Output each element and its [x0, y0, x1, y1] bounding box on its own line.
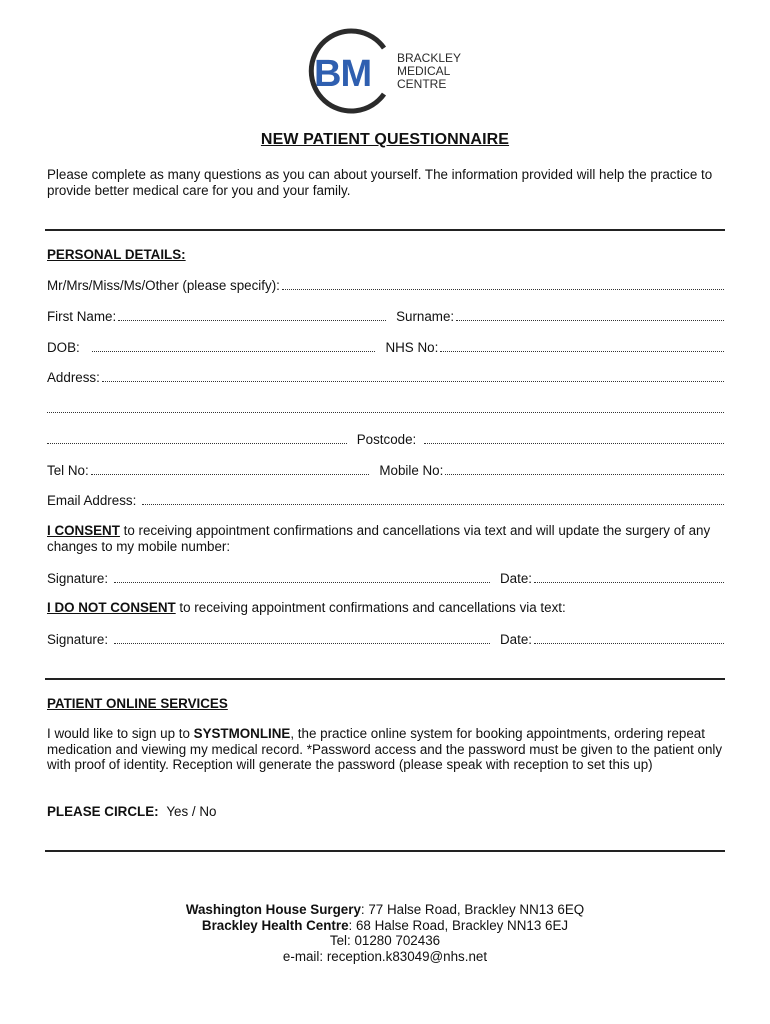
email-field[interactable]: [142, 503, 724, 505]
dob-row: [47, 339, 724, 355]
title-row: [47, 277, 724, 293]
no-consent-signature-label: Signature:: [47, 632, 109, 647]
phone-row: [47, 462, 724, 478]
no-consent-body: to receiving appointment confirmations and cancellations via text:: [175, 600, 566, 615]
divider: [45, 850, 725, 852]
footer: [0, 902, 770, 964]
consent-signature-label: Signature:: [47, 571, 109, 586]
footer-email[interactable]: e-mail: reception.k83049@nhs.net: [282, 948, 488, 964]
please-circle-label: PLEASE CIRCLE:: [47, 804, 159, 819]
footer-surgery-2: [0, 918, 770, 934]
logo-initials: BM: [314, 53, 372, 95]
consent-signature-field[interactable]: [114, 581, 490, 583]
yes-no-options[interactable]: Yes / No: [166, 804, 217, 819]
logo-line2: MEDICAL: [397, 64, 451, 78]
please-circle-row: [47, 804, 727, 820]
footer-tel: Tel: 01280 702436: [329, 933, 441, 949]
surname-field[interactable]: [456, 319, 724, 321]
brackley-medical-centre-logo: [300, 28, 490, 114]
address-field-line3[interactable]: [47, 442, 347, 444]
tel-no-label: Tel No:: [47, 463, 89, 478]
mobile-no-label: Mobile No:: [379, 463, 444, 478]
title-field[interactable]: [282, 288, 724, 290]
address-row: [47, 369, 724, 385]
nhs-no-label: NHS No:: [385, 340, 439, 355]
logo-line3: CENTRE: [397, 77, 447, 91]
tel-no-field[interactable]: [91, 473, 370, 475]
surgery-1-address: : 77 Halse Road, Brackley NN13 6EQ: [360, 902, 585, 917]
dob-label: DOB:: [47, 340, 80, 355]
no-consent-date-label: Date:: [499, 632, 532, 647]
consent-bold: I CONSENT: [47, 523, 120, 538]
surgery-2-address: : 68 Halse Road, Brackley NN13 6EJ: [348, 917, 569, 933]
intro-text: Please complete as many questions as you can about yourself. The information provided will help the practice to provide better medical care for you and your family.: [47, 167, 713, 198]
dob-field[interactable]: [92, 350, 376, 352]
first-name-field[interactable]: [118, 319, 386, 321]
no-consent-signature-row: [47, 631, 724, 647]
surname-label: Surname:: [396, 309, 455, 324]
nhs-no-field[interactable]: [440, 350, 724, 352]
surgery-1-name: Washington House Surgery: [185, 902, 361, 917]
consent-signature-row: [47, 570, 724, 586]
divider: [45, 678, 725, 680]
address-field-line1[interactable]: [102, 380, 724, 382]
no-consent-text: [47, 600, 727, 616]
no-consent-signature-field[interactable]: [114, 642, 490, 644]
name-row: [47, 308, 724, 324]
consent-text: [47, 523, 727, 554]
no-consent-bold: I DO NOT CONSENT: [47, 600, 176, 615]
consent-body: to receiving appointment confirmations and cancellations via text and will update the surgery of any changes to my mobile number:: [47, 523, 711, 554]
postcode-label: Postcode:: [356, 432, 417, 447]
title-label: Mr/Mrs/Miss/Ms/Other (please specify):: [47, 278, 280, 293]
online-text-pre: I would like to sign up to: [47, 726, 194, 741]
logo-line1: BRACKLEY: [397, 51, 462, 65]
mobile-no-field[interactable]: [445, 473, 724, 475]
address-field-line2[interactable]: [47, 411, 724, 413]
postcode-field[interactable]: [424, 442, 724, 444]
no-consent-date-field[interactable]: [534, 642, 724, 644]
email-row: [47, 492, 724, 508]
postcode-row: [47, 431, 724, 447]
first-name-label: First Name:: [47, 309, 117, 324]
personal-details-heading: PERSONAL DETAILS:: [47, 247, 186, 262]
address-label: Address:: [47, 370, 100, 385]
online-services-heading: PATIENT ONLINE SERVICES: [47, 696, 228, 711]
consent-date-field[interactable]: [534, 581, 724, 583]
systmonline-label: SYSTMONLINE: [193, 726, 291, 741]
page-title: NEW PATIENT QUESTIONNAIRE: [260, 131, 510, 148]
address-row-2: [47, 400, 724, 416]
divider: [45, 229, 725, 231]
online-text-post: , the practice online system for booking appointments, ordering repeat medication and viewing my medical record. *Password access and the password must be given to the patient only with proof of identity. Reception will generate the password (please speak with reception to set this up): [47, 726, 723, 773]
email-label: Email Address:: [47, 493, 137, 508]
footer-surgery-1: [0, 902, 770, 918]
surgery-2-name: Brackley Health Centre: [201, 917, 349, 933]
consent-date-label: Date:: [499, 571, 532, 586]
online-services-text: [47, 726, 727, 773]
